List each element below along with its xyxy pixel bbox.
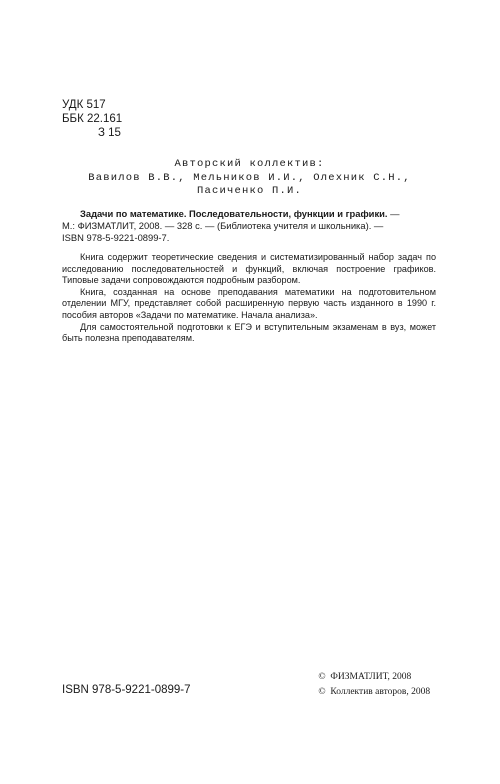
biblio-title-line bbox=[62, 208, 436, 220]
publication-info: М.: ФИЗМАТЛИТ, 2008. — 328 с. — (Библиотека учителя и школьника). — bbox=[62, 220, 384, 232]
book-title: Задачи по математике. Последовательности, функции и графики. bbox=[80, 208, 388, 219]
authors-block bbox=[62, 158, 437, 199]
copyright-authors-line bbox=[316, 685, 430, 700]
classification-block bbox=[62, 98, 122, 140]
authors-line-1: Вавилов В.В., Мельников И.И., Олехник С.Н., bbox=[88, 171, 411, 184]
abstract-block bbox=[62, 252, 436, 345]
copyright-publisher: ФИЗМАТЛИТ, 2008 bbox=[330, 672, 412, 682]
bbk-code: ББК 22.161 bbox=[62, 113, 123, 125]
copyright-icon: © bbox=[318, 687, 326, 697]
authors-heading: Авторский коллектив: bbox=[174, 158, 325, 170]
copyright-publisher-line bbox=[316, 670, 430, 685]
copyright-block bbox=[316, 670, 430, 700]
author-mark: З 15 bbox=[98, 127, 121, 139]
biblio-isbn: ISBN 978-5-9221-0899-7. bbox=[62, 232, 170, 244]
copyright-authors: Коллектив авторов, 2008 bbox=[330, 687, 431, 697]
authors-line-2: Пасиченко П.И. bbox=[196, 185, 302, 197]
bibliographic-record bbox=[62, 208, 436, 245]
copyright-icon: © bbox=[318, 672, 326, 682]
abstract-paragraph-3: Для самостоятельной подготовки к ЕГЭ и вступительным экзаменам в вуз, может быть полезна преподавателям. bbox=[62, 321, 436, 344]
title-dash: — bbox=[387, 208, 400, 219]
udk-code: УДК 517 bbox=[62, 99, 106, 111]
abstract-paragraph-2: Книга, созданная на основе преподавания математики на подготовительном отделении МГУ, представляет собой расширенную первую часть изданного в 1990 г. пособия авторов «Задачи по математике. Начала анализа». bbox=[62, 286, 436, 320]
footer-isbn: ISBN 978-5-9221-0899-7 bbox=[62, 684, 191, 696]
abstract-paragraph-1: Книга содержит теоретические сведения и систематизированный набор задач по исследованию последовательностей и функций, включая построение графиков. Типовые задачи сопровождаются подробным разбором. bbox=[62, 252, 436, 286]
